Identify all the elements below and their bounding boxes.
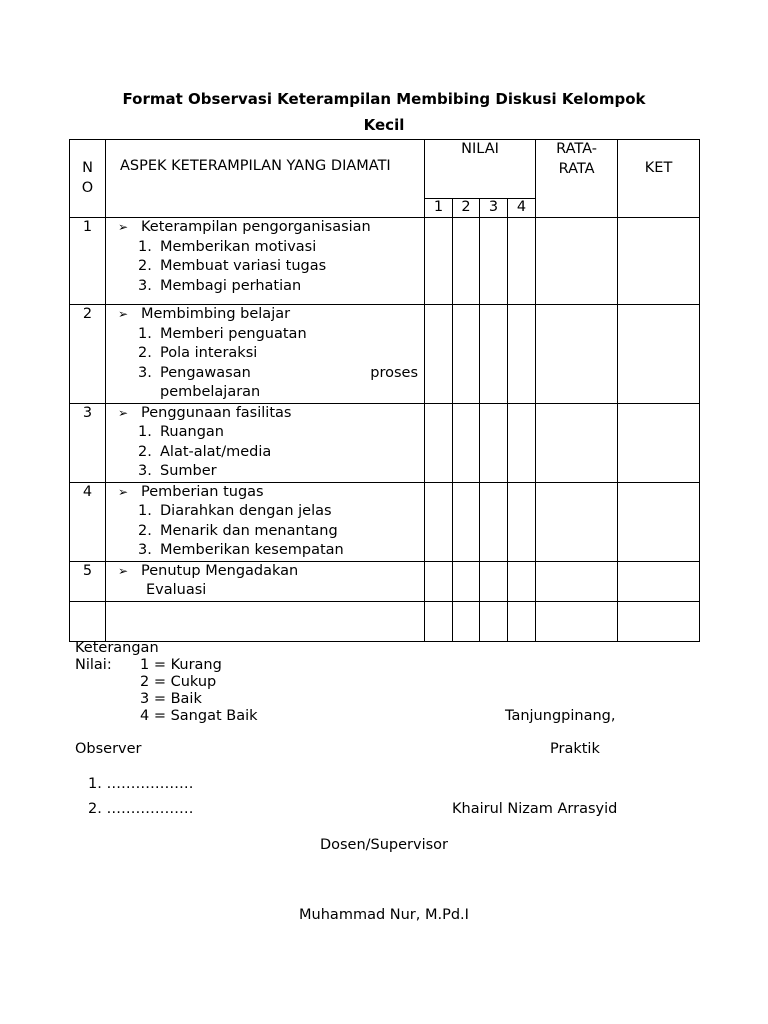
aspek-cell: ➢ Membimbing belajar 1. Memberi penguatan 2. Pola interaksi 3. Pengawasan proses pembelajaran — [106, 305, 425, 404]
header-rata-rata: RATA- RATA — [536, 140, 618, 218]
title-line-2: Kecil — [363, 116, 405, 134]
place-date: Tanjungpinang, — [505, 708, 616, 724]
arrow-bullet-icon: ➢ — [118, 307, 129, 321]
observer-line-1: 1. ……………… — [88, 776, 194, 792]
score-header-2: 2 — [453, 199, 480, 218]
score-cell — [453, 218, 480, 305]
score-cell — [480, 305, 508, 404]
aspek-cell: ➢ Pemberian tugas 1. Diarahkan dengan jelas 2. Menarik dan menantang 3. Memberikan kesempatan — [106, 482, 425, 561]
document-title — [100, 86, 668, 138]
list-item: 1. Memberi penguatan — [138, 325, 307, 342]
legend-item-1: 1 = Kurang — [140, 657, 222, 673]
row-number: 1 — [70, 218, 106, 305]
score-cell — [508, 403, 536, 482]
supervisor-label: Dosen/Supervisor — [319, 837, 449, 853]
row-number: 2 — [70, 305, 106, 404]
score-cell — [425, 482, 453, 561]
score-cell — [508, 305, 536, 404]
score-cell — [453, 482, 480, 561]
empty-row — [70, 601, 700, 641]
score-header-4: 4 — [508, 199, 536, 218]
legend-title: Keterangan — [75, 640, 159, 656]
rata-cell — [536, 305, 618, 404]
rata-cell — [536, 218, 618, 305]
list-item: 2. Menarik dan menantang — [138, 522, 338, 539]
table-row — [70, 305, 700, 404]
header-no: N O — [70, 140, 106, 218]
row-number: 4 — [70, 482, 106, 561]
arrow-bullet-icon: ➢ — [118, 405, 129, 420]
score-cell — [425, 561, 453, 601]
legend-label: Nilai: — [75, 657, 112, 673]
list-item: 2. Pola interaksi — [138, 345, 258, 361]
score-cell — [508, 482, 536, 561]
header-ket: KET — [618, 140, 700, 218]
score-cell — [508, 561, 536, 601]
praktik-label: Praktik — [550, 741, 600, 757]
table-row — [70, 561, 700, 601]
score-cell — [453, 403, 480, 482]
score-cell — [425, 218, 453, 305]
list-item: 3. Pengawasan proses pembelajaran — [138, 364, 418, 400]
list-item: 3. Memberikan kesempatan — [138, 542, 344, 558]
header-row-1 — [70, 140, 700, 199]
score-cell — [508, 218, 536, 305]
arrow-bullet-icon: ➢ — [118, 563, 129, 578]
rata-cell — [536, 482, 618, 561]
aspek-cell: ➢ Keterampilan pengorganisasian 1. Memberikan motivasi 2. Membuat variasi tugas 3. Membagi perhatian — [106, 218, 425, 305]
aspek-cell: ➢ Penggunaan fasilitas 1. Ruangan 2. Alat-alat/media 3. Sumber — [106, 403, 425, 482]
score-header-3: 3 — [480, 199, 508, 218]
score-cell — [480, 218, 508, 305]
list-item: 1. Ruangan — [138, 424, 224, 440]
header-nilai: NILAI — [425, 140, 536, 199]
score-cell — [480, 561, 508, 601]
ket-cell — [618, 305, 700, 404]
arrow-bullet-icon: ➢ — [118, 484, 129, 499]
list-item: 2. Membuat variasi tugas — [138, 258, 327, 274]
score-cell — [425, 305, 453, 404]
observer-line-2: 2. ……………… — [88, 801, 194, 817]
supervisor-name: Muhammad Nur, M.Pd.I — [299, 907, 469, 923]
header-aspek: ASPEK KETERAMPILAN YANG DIAMATI — [106, 140, 425, 218]
legend-item-4: 4 = Sangat Baik — [140, 708, 258, 724]
list-item: 1. Memberikan motivasi — [138, 238, 317, 255]
praktik-name: Khairul Nizam Arrasyid — [452, 801, 618, 817]
table-row — [70, 403, 700, 482]
legend-item-2: 2 = Cukup — [140, 674, 217, 690]
table-row — [70, 218, 700, 305]
score-cell — [425, 403, 453, 482]
aspek-cell: ➢ Penutup Mengadakan Evaluasi — [106, 561, 425, 601]
arrow-bullet-icon: ➢ — [118, 220, 129, 234]
ket-cell — [618, 482, 700, 561]
title-line-1: Format Observasi Keterampilan Membibing Diskusi Kelompok — [122, 90, 646, 108]
score-header-1: 1 — [425, 199, 453, 218]
observer-label: Observer — [75, 741, 142, 757]
list-item: 3. Sumber — [138, 463, 217, 479]
score-cell — [480, 482, 508, 561]
score-cell — [480, 403, 508, 482]
table-row — [70, 482, 700, 561]
row-number: 5 — [70, 561, 106, 601]
score-cell — [453, 561, 480, 601]
score-cell — [453, 305, 480, 404]
list-item: 2. Alat-alat/media — [138, 443, 272, 460]
rata-cell — [536, 403, 618, 482]
observation-table — [69, 139, 700, 642]
rata-cell — [536, 561, 618, 601]
legend-item-3: 3 = Baik — [140, 691, 202, 707]
row-number: 3 — [70, 403, 106, 482]
ket-cell — [618, 218, 700, 305]
list-item: 3. Membagi perhatian — [138, 277, 302, 294]
ket-cell — [618, 561, 700, 601]
ket-cell — [618, 403, 700, 482]
list-item: 1. Diarahkan dengan jelas — [138, 503, 332, 519]
